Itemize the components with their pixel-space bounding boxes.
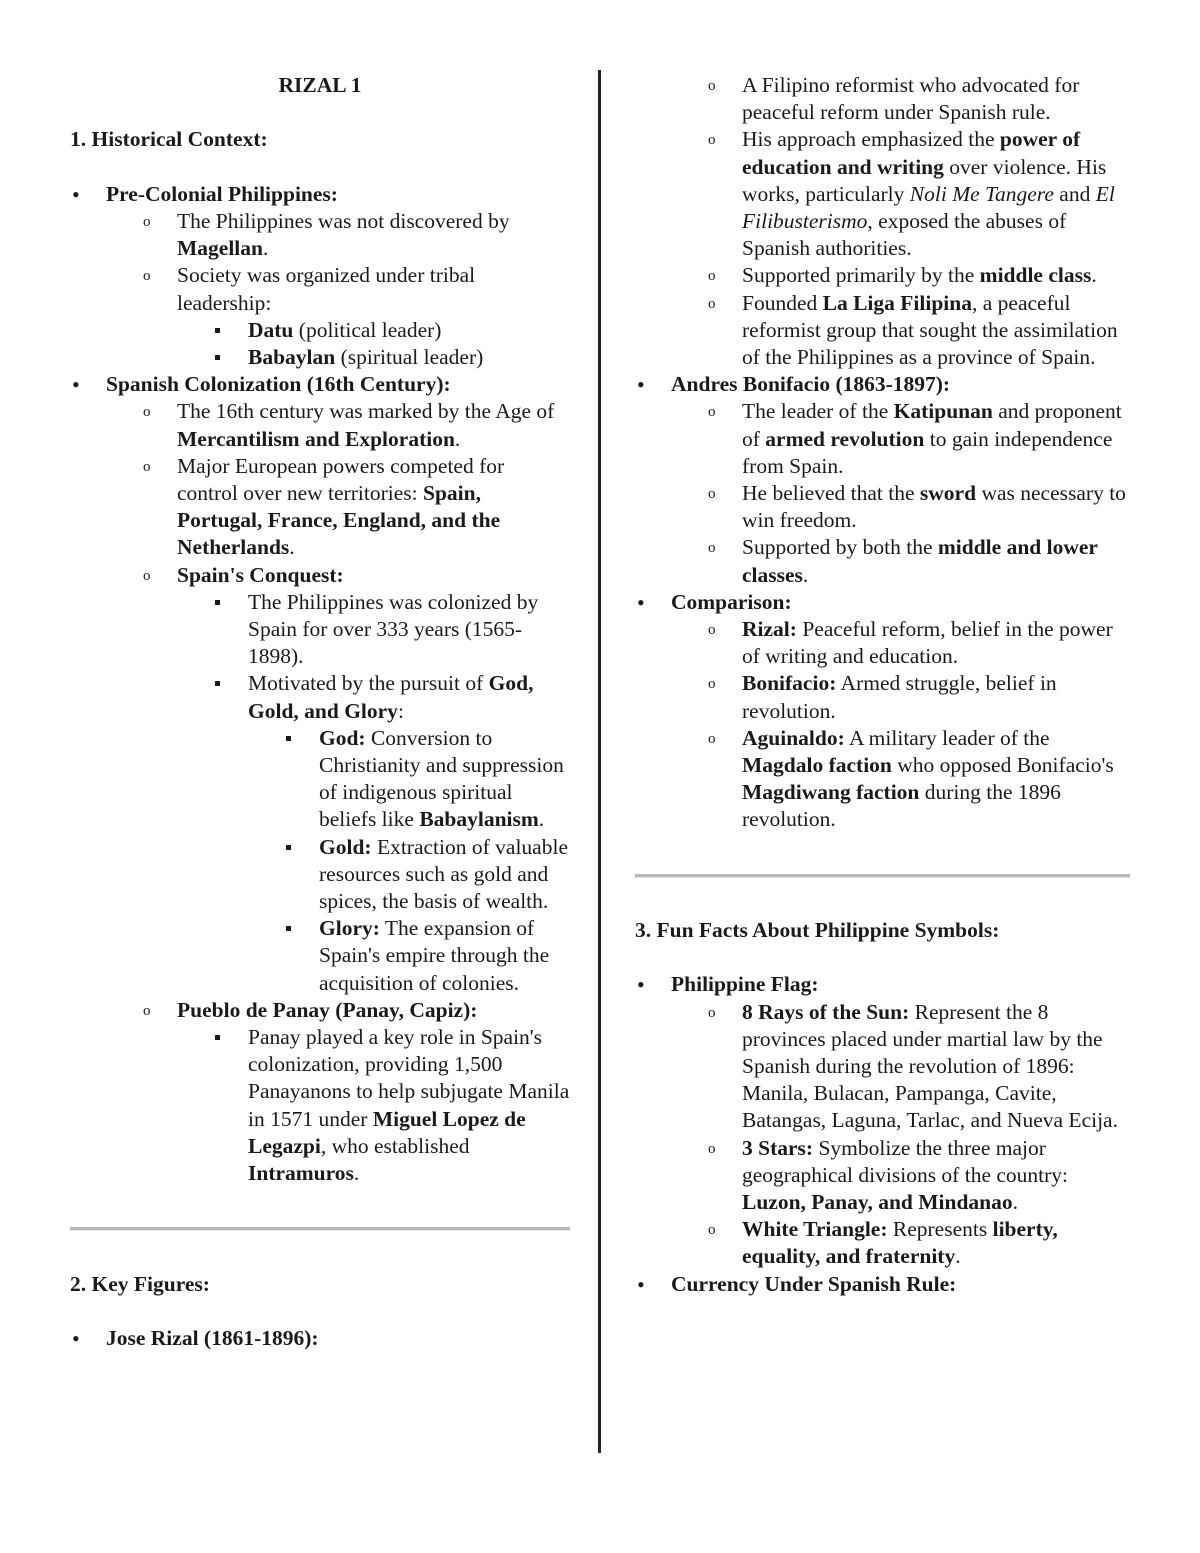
horizontal-rule [635, 874, 1130, 878]
list-item-spains-conquest: Spain's Conquest: The Philippines was colonized by Spain for over 333 years (1565-1898). Motivated by the pursuit of God, Gold, and Glory: God: Conversion to Christianity and suppression of indigenous spiritual beliefs like Babaylanism. Gold: Extraction of valuable resources such as gold and spices, the basis of wealth. Glory: The expansion of Spain's empire through the acquisition of colonies. [141, 562, 570, 997]
left-column [70, 72, 570, 1352]
list-item: God: Conversion to Christianity and suppression of indigenous spiritual beliefs like Babaylanism. [319, 725, 564, 832]
spanish-sublist [141, 398, 570, 1187]
list-item: The Philippines was colonized by Spain for over 333 years (1565-1898). [248, 589, 539, 669]
list-item: Bonifacio: Armed struggle, belief in revolution. [742, 671, 1057, 723]
list-item-currency: Currency Under Spanish Rule: [671, 1271, 957, 1296]
list-item: Aguinaldo: A military leader of the Magdalo faction who opposed Bonifacio's Magdiwang faction during the 1896 revolution. [742, 725, 1114, 832]
list-item: Glory: The expansion of Spain's empire through the acquisition of colonies. [319, 916, 550, 995]
pueblo-sublist [212, 1024, 570, 1187]
list-item: He believed that the sword was necessary to win freedom. [742, 481, 1126, 533]
list-item: The 16th century was marked by the Age of Mercantilism and Exploration. [177, 399, 555, 451]
list-item-comparison: Comparison: Rizal: Peaceful reform, belief in the power of writing and education. Bonifacio: Armed struggle, belief in revolution. Aguinaldo: A military leader of the Magdalo faction who opposed Bonifacio's Magdiwang faction during the 1896 revolution. [635, 589, 1130, 834]
list-item-pueblo-de-panay: Pueblo de Panay (Panay, Capiz): Panay played a key role in Spain's colonization, providing 1,500 Panayanons to help subjugate Manila in 1571 under Miguel Lopez de Legazpi, who established Intramuros. [141, 997, 570, 1187]
list-item: Panay played a key role in Spain's colonization, providing 1,500 Panayanons to help subjugate Manila in 1571 under Miguel Lopez de Legazpi, who established Intramuros. [248, 1025, 570, 1186]
list-item: Babaylan (spiritual leader) [248, 345, 484, 369]
list-item: Supported by both the middle and lower classes. [742, 535, 1098, 587]
list-item: The Philippines was not discovered by Magellan. [177, 208, 510, 261]
list-item: Major European powers competed for control over new territories: Spain, Portugal, France, England, and the Netherlands. [177, 453, 505, 560]
horizontal-rule [70, 1227, 570, 1231]
list-item-philippine-flag: Philippine Flag: 8 Rays of the Sun: Represent the 8 provinces placed under martial law by the Spanish during the revolution of 1896: Manila, Bulacan, Pampanga, Cavite, Batangas, Laguna, Tarlac, and Nueva Ecija. 3 Stars: Symbolize the three major geographical divisions of the country: Luzon, Panay, and Mindanao. White Triangle: Represents liberty, equality, and fraternity. [635, 971, 1130, 1270]
rizal-sublist [706, 72, 1130, 371]
historical-context-list [70, 181, 570, 1188]
list-item-jose-rizal: Jose Rizal (1861-1896): [106, 1326, 319, 1351]
list-item: A Filipino reformist who advocated for peaceful reform under Spanish rule. [742, 73, 1080, 125]
list-item: Gold: Extraction of valuable resources such as gold and spices, the basis of wealth. [319, 834, 568, 914]
list-item: 3 Stars: Symbolize the three major geographical divisions of the country: Luzon, Panay, and Mindanao. [742, 1135, 1069, 1215]
key-figures-list-continued [635, 371, 1130, 833]
list-item: Motivated by the pursuit of God, Gold, and Glory: God: Conversion to Christianity and suppression of indigenous spiritual beliefs like Babaylanism. Gold: Extraction of valuable resources such as gold and spices, the basis of wealth. Glory: The expansion of Spain's empire through the acquisition of colonies. [212, 670, 570, 996]
list-item-spanish-colonization [70, 371, 570, 1187]
section-heading-fun-facts: 3. Fun Facts About Philippine Symbols: [635, 918, 1000, 943]
section-heading-key-figures: 2. Key Figures: [70, 1271, 210, 1296]
god-gold-glory-sublist [283, 725, 570, 997]
list-item: Rizal: Peaceful reform, belief in the power of writing and education. [742, 617, 1113, 669]
conquest-sublist [212, 589, 570, 997]
comparison-sublist [706, 616, 1130, 834]
precolonial-sublist [141, 208, 570, 371]
bonifacio-sublist [706, 398, 1130, 588]
flag-sublist [706, 999, 1130, 1271]
list-item: Founded La Liga Filipina, a peaceful reformist group that sought the assimilation of the Philippines as a province of Spain. [742, 290, 1118, 370]
document-title: RIZAL 1 [278, 73, 362, 97]
list-item: Datu (political leader) [248, 317, 442, 342]
fun-facts-list [635, 971, 1130, 1297]
key-figures-list [70, 1325, 570, 1352]
list-item-andres-bonifacio: Andres Bonifacio (1863-1897): The leader of the Katipunan and proponent of armed revolution to gain independence from Spain. He believed that the sword was necessary to win freedom. Supported by both the middle and lower classes. [635, 371, 1130, 589]
column-divider [598, 70, 601, 1453]
section-heading-historical-context: 1. Historical Context: [70, 127, 268, 152]
list-item: 8 Rays of the Sun: Represent the 8 provinces placed under martial law by the Spanish during the revolution of 1896: Manila, Bulacan, Pampanga, Cavite, Batangas, Laguna, Tarlac, and Nueva Ecija. [742, 999, 1118, 1133]
list-item: His approach emphasized the power of education and writing over violence. His works, particularly Noli Me Tangere and El Filibusterismo, exposed the abuses of Spanish authorities. [742, 127, 1115, 261]
spanish-colonization-label: Spanish Colonization (16th Century): [106, 372, 451, 397]
list-item: White Triangle: Represents liberty, equality, and fraternity. [742, 1217, 1058, 1269]
list-item: Society was organized under tribal leadership: Datu (political leader) Babaylan (spiritual leader) [141, 262, 570, 371]
list-item: Supported primarily by the middle class. [742, 263, 1097, 288]
right-column [635, 72, 1130, 1298]
list-item-precolonial [70, 181, 570, 371]
precolonial-label: Pre-Colonial Philippines: [106, 181, 338, 206]
leadership-sublist [212, 317, 570, 371]
list-item: The leader of the Katipunan and proponent of armed revolution to gain independence from Spain. [742, 399, 1122, 478]
